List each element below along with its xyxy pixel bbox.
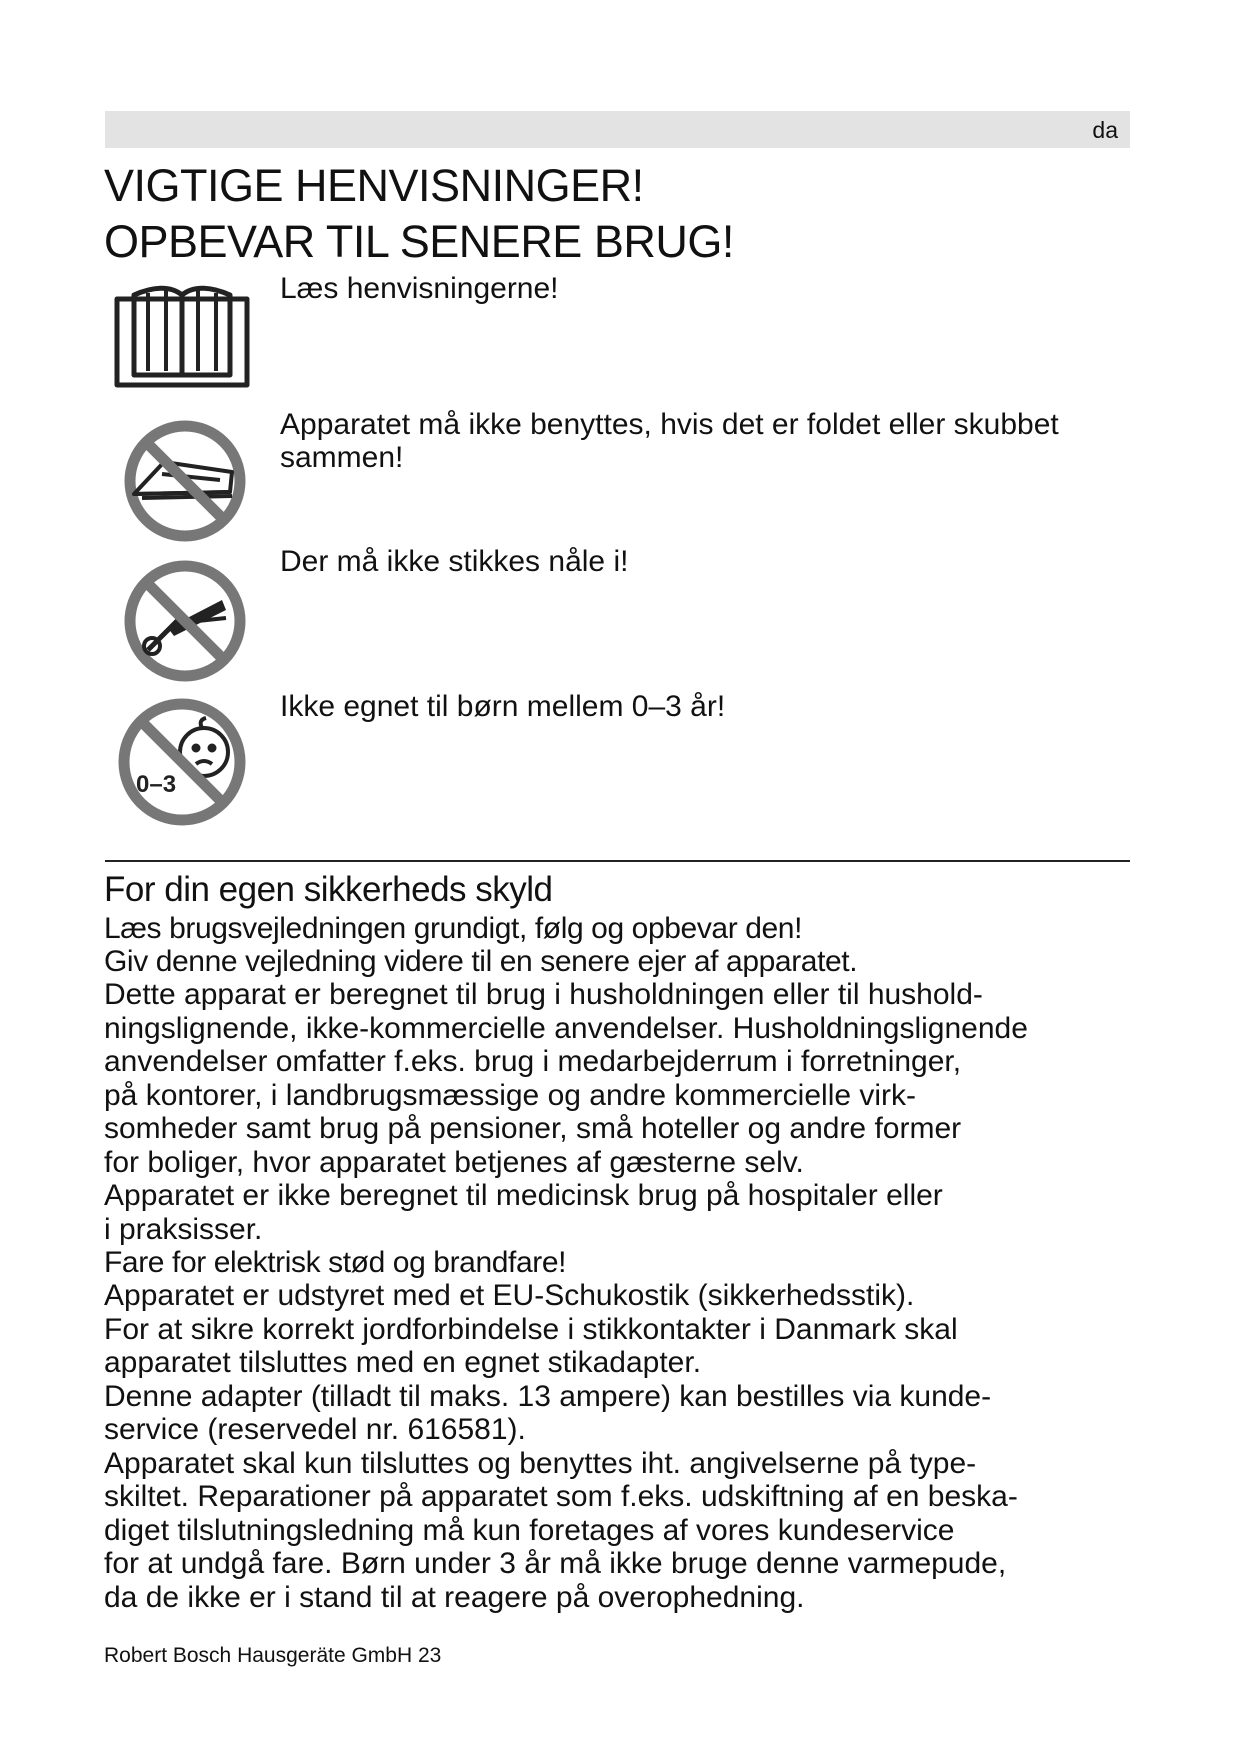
text-line: på kontorer, i landbrugsmæssige og andre kommercielle virk-	[104, 1078, 917, 1112]
notice-not-for-children: Ikke egnet til børn mellem 0–3 år!	[280, 690, 726, 723]
notice-no-folding-line-1: Apparatet må ikke benyttes, hvis det er foldet eller skubbet	[280, 408, 1059, 441]
text-line: Denne adapter (tilladt til maks. 13 ampere) kan bestilles via kunde-	[104, 1379, 992, 1413]
safety-heading: For din egen sikkerheds skyld	[104, 870, 553, 909]
text-line: ningslignende, ikke-kommercielle anvendelser. Husholdningslignende	[104, 1011, 1028, 1045]
text-line: for at undgå fare. Børn under 3 år må ikke bruge denne varmepude,	[104, 1547, 1007, 1580]
section-divider	[105, 860, 1130, 862]
text-line: Dette apparat er beregnet til brug i husholdningen eller til hushold-	[104, 978, 983, 1011]
safety-subheading-electric-shock: Fare for elektrisk stød og brandfare!	[104, 1246, 567, 1279]
text-line: Apparatet er ikke beregnet til medicinsk brug på hospitaler eller	[104, 1179, 943, 1212]
safety-paragraph-electrical	[104, 1279, 1144, 1614]
text-line: skiltet. Reparationer på apparatet som f.eks. udskiftning af en beska-	[104, 1480, 1018, 1513]
notice-no-pins: Der må ikke stikkes nåle i!	[280, 545, 629, 578]
no-pins-icon	[122, 558, 248, 684]
page-title-line-2: OPBEVAR TIL SENERE BRUG!	[104, 216, 734, 267]
text-line: apparatet tilsluttes med en egnet stikadapter.	[104, 1346, 702, 1379]
text-line: Apparatet skal kun tilsluttes og benyttes iht. angivelserne på type-	[104, 1446, 977, 1480]
text-line: anvendelser omfatter f.eks. brug i medarbejderrum i forretninger,	[104, 1045, 962, 1078]
text-line: da de ikke er i stand til at reagere på overophedning.	[104, 1580, 805, 1614]
page-title-line-1: VIGTIGE HENVISNINGER!	[104, 160, 644, 211]
text-line: for boliger, hvor apparatet betjenes af gæsterne selv.	[104, 1145, 804, 1179]
text-line: Apparatet er udstyret med et EU-Schukostik (sikkerhedsstik).	[104, 1279, 915, 1312]
text-line: diget tilslutningsledning må kun foretages af vores kundeservice	[104, 1513, 955, 1547]
language-bar	[105, 111, 1130, 148]
no-folding-icon	[122, 418, 248, 544]
text-line: For at sikre korrekt jordforbindelse i stikkontakter i Danmark skal	[104, 1312, 958, 1346]
open-book-icon	[112, 275, 252, 391]
page-title	[104, 158, 734, 270]
text-line: service (reservedel nr. 616581).	[104, 1413, 526, 1446]
safety-subheading-pass-on: Giv denne vejledning videre til en senere ejer af apparatet.	[104, 945, 858, 978]
language-code: da	[1092, 117, 1118, 143]
notice-no-folding-line-2: sammen!	[280, 441, 404, 474]
text-line: somheder samt brug på pensioner, små hoteller og andre former	[104, 1112, 962, 1145]
safety-paragraph-usage	[104, 978, 1144, 1246]
text-line: i praksisser.	[104, 1212, 263, 1246]
age-badge: 0–3	[136, 771, 177, 798]
page-footer: Robert Bosch Hausgeräte GmbH 23	[104, 1644, 442, 1667]
notice-no-folding	[280, 408, 1180, 474]
notice-read-instructions: Læs henvisningerne!	[280, 272, 559, 305]
safety-subheading-read: Læs brugsvejledningen grundigt, følg og opbevar den!	[104, 912, 803, 945]
safety-section	[104, 870, 1144, 1614]
no-children-0-3-icon	[116, 696, 248, 828]
